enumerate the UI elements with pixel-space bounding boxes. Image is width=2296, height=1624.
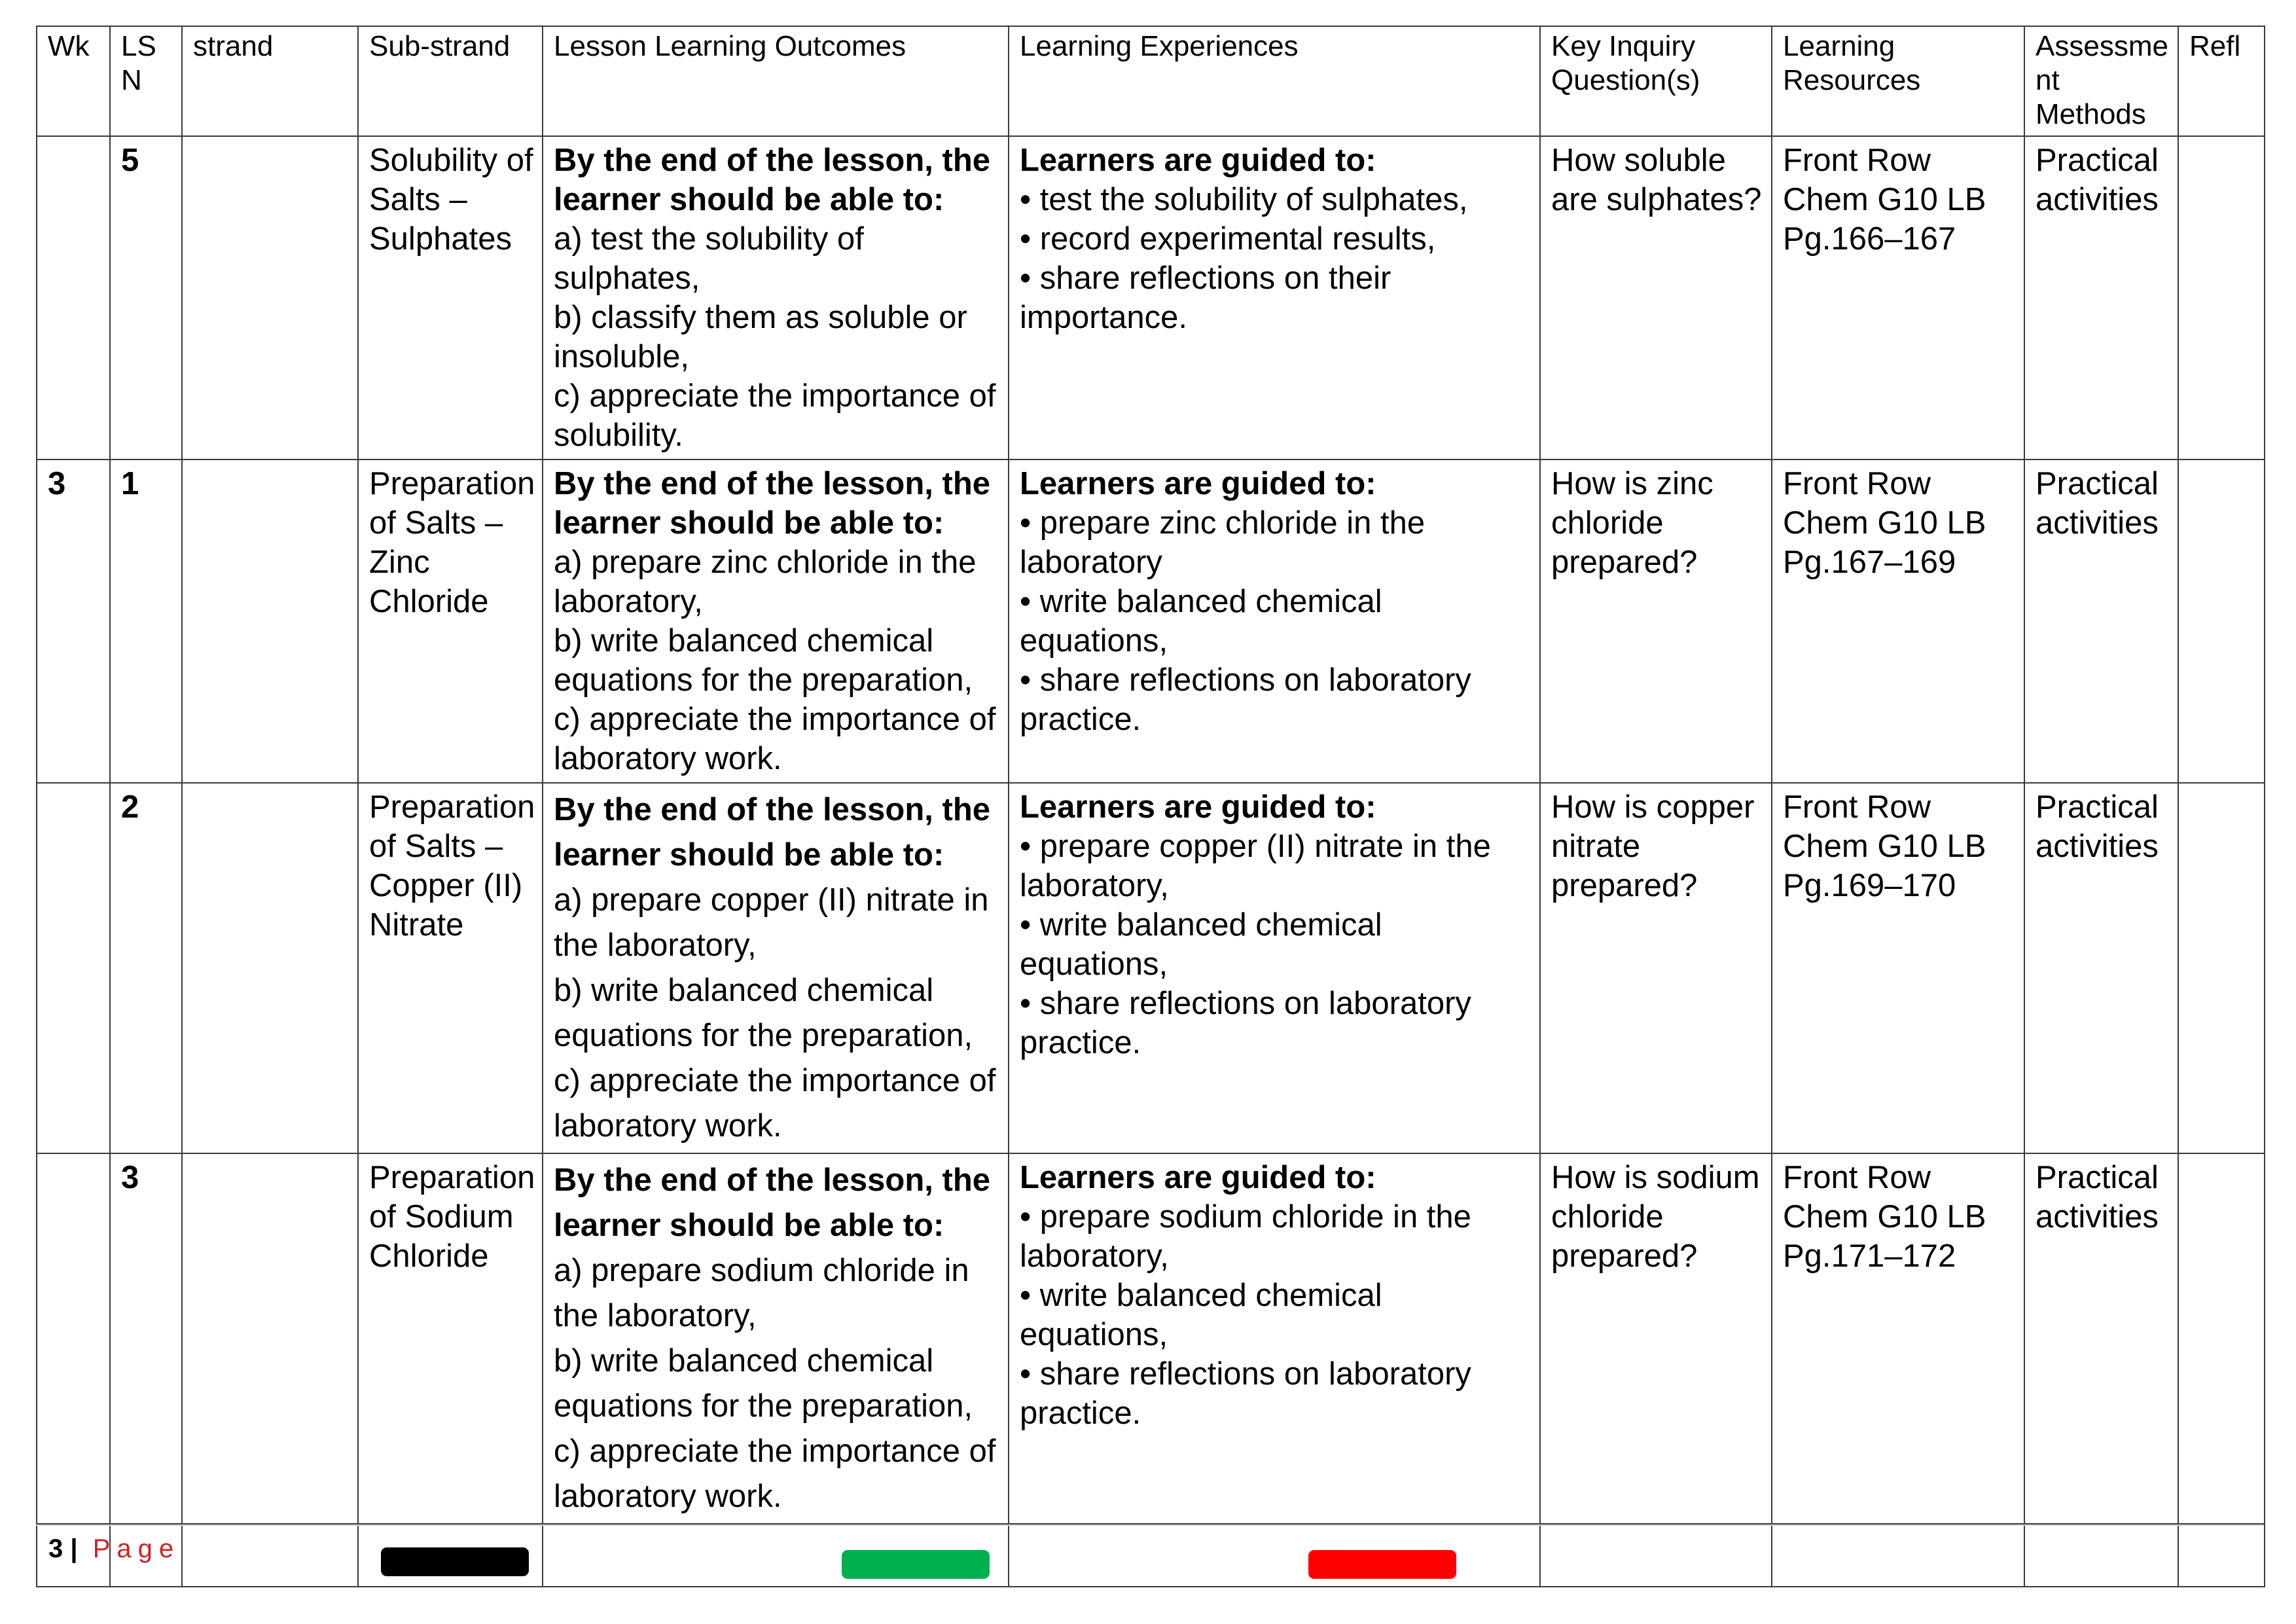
cell-wk [37,136,110,460]
cell-lsn: 5 [110,136,182,460]
cell-sub-strand: Preparation of Sodium Chloride [358,1153,543,1524]
cell-assessment: Practical activities [2024,783,2178,1153]
experience-item: • test the solubility of sulphates, [1020,182,1468,217]
empty-cell [1540,1524,1772,1587]
experience-item: • write balanced chemical equations, [1020,584,1382,659]
experiences-heading: Learners are guided to: [1020,1160,1376,1195]
cell-reflection [2178,136,2265,460]
page-number-separator: | [70,1534,78,1563]
scheme-of-work-table [36,26,2265,1587]
experiences-heading: Learners are guided to: [1020,466,1376,501]
outcome-item: a) prepare zinc chloride in the laboratory, [554,545,977,619]
cell-assessment: Practical activities [2024,1153,2178,1524]
cell-strand [182,136,358,460]
cell-inquiry: How soluble are sulphates? [1540,136,1772,460]
cell-wk [37,783,110,1153]
empty-cell [2178,1524,2265,1587]
outcome-item: b) write balanced chemical equations for the preparation, [554,973,973,1053]
cell-wk: 3 [37,460,110,783]
outcome-item: c) appreciate the importance of laboratory work. [554,1063,996,1144]
cell-experiences [1009,136,1540,460]
header-strand: strand [182,26,358,136]
footer-divider [36,1525,2264,1526]
cell-assessment: Practical activities [2024,460,2178,783]
black-bar [381,1547,529,1576]
cell-inquiry: How is zinc chloride prepared? [1540,460,1772,783]
outcomes-heading: By the end of the lesson, the learner should be able to: [554,792,991,873]
header-outcomes: Lesson Learning Outcomes [543,26,1009,136]
page-number [48,1529,180,1568]
cell-experiences [1009,783,1540,1153]
header-resources: Learning Resources [1772,26,2024,136]
outcome-item: b) write balanced chemical equations for the preparation, [554,623,973,698]
cell-outcomes [543,1153,1009,1524]
header-reflection: Refl [2178,26,2265,136]
experience-item: • share reflections on their importance. [1020,261,1391,335]
outcomes-heading: By the end of the lesson, the learner should be able to: [554,466,991,541]
header-lsn: LSN [110,26,182,136]
table-row [37,136,2265,460]
experiences-heading: Learners are guided to: [1020,143,1376,178]
cell-lsn: 3 [110,1153,182,1524]
cell-sub-strand: Preparation of Salts – Zinc Chloride [358,460,543,783]
cell-resources: Front Row Chem G10 LB Pg.166–167 [1772,136,2024,460]
outcome-item: b) write balanced chemical equations for the preparation, [554,1343,973,1424]
cell-sub-strand: Solubility of Salts – Sulphates [358,136,543,460]
outcome-item: c) appreciate the importance of solubility. [554,378,996,453]
page-label: Page [92,1534,181,1563]
empty-row [37,1524,2265,1587]
cell-reflection [2178,1153,2265,1524]
outcomes-heading: By the end of the lesson, the learner should be able to: [554,143,991,217]
cell-reflection [2178,783,2265,1153]
header-sub-strand: Sub-strand [358,26,543,136]
cell-inquiry: How is copper nitrate prepared? [1540,783,1772,1153]
experience-item: • share reflections on laboratory practice. [1020,1356,1471,1431]
table-row [37,783,2265,1153]
outcome-item: c) appreciate the importance of laboratory work. [554,702,996,776]
cell-strand [182,783,358,1153]
cell-resources: Front Row Chem G10 LB Pg.171–172 [1772,1153,2024,1524]
cell-outcomes [543,136,1009,460]
cell-experiences [1009,1153,1540,1524]
table-row [37,1153,2265,1524]
header-inquiry: Key Inquiry Question(s) [1540,26,1772,136]
experience-item: • write balanced chemical equations, [1020,907,1382,982]
cell-reflection [2178,460,2265,783]
red-bar [1308,1550,1456,1579]
table-row [37,460,2265,783]
cell-lsn: 2 [110,783,182,1153]
experience-item: • write balanced chemical equations, [1020,1278,1382,1352]
outcome-item: c) appreciate the importance of laboratory work. [554,1434,996,1514]
cell-outcomes [543,783,1009,1153]
experience-item: • share reflections on laboratory practice. [1020,662,1471,737]
empty-cell [1009,1524,1540,1587]
outcome-item: a) prepare copper (II) nitrate in the laboratory, [554,882,989,963]
experience-item: • prepare sodium chloride in the laboratory, [1020,1199,1471,1274]
header-assessment: Assessment Methods [2024,26,2178,136]
cell-assessment: Practical activities [2024,136,2178,460]
cell-inquiry: How is sodium chloride prepared? [1540,1153,1772,1524]
cell-experiences [1009,460,1540,783]
outcomes-heading: By the end of the lesson, the learner should be able to: [554,1163,991,1243]
cell-strand [182,1153,358,1524]
experience-item: • prepare zinc chloride in the laboratory [1020,505,1426,580]
page-number-value: 3 [48,1534,63,1563]
empty-cell [1772,1524,2024,1587]
header-wk: Wk [37,26,110,136]
experience-item: • share reflections on laboratory practice. [1020,986,1471,1060]
empty-cell [182,1524,358,1587]
cell-sub-strand: Preparation of Salts – Copper (II) Nitrate [358,783,543,1153]
header-experiences: Learning Experiences [1009,26,1540,136]
cell-resources: Front Row Chem G10 LB Pg.169–170 [1772,783,2024,1153]
outcome-item: b) classify them as soluble or insoluble, [554,300,967,374]
cell-wk [37,1153,110,1524]
outcome-item: a) prepare sodium chloride in the laboratory, [554,1253,969,1333]
cell-resources: Front Row Chem G10 LB Pg.167–169 [1772,460,2024,783]
cell-lsn: 1 [110,460,182,783]
empty-cell [2024,1524,2178,1587]
cell-outcomes [543,460,1009,783]
experience-item: • record experimental results, [1020,221,1436,257]
cell-strand [182,460,358,783]
experiences-heading: Learners are guided to: [1020,789,1376,825]
experience-item: • prepare copper (II) nitrate in the laboratory, [1020,829,1491,903]
outcome-item: a) test the solubility of sulphates, [554,221,864,296]
header-row [37,26,2265,136]
green-bar [842,1550,990,1579]
